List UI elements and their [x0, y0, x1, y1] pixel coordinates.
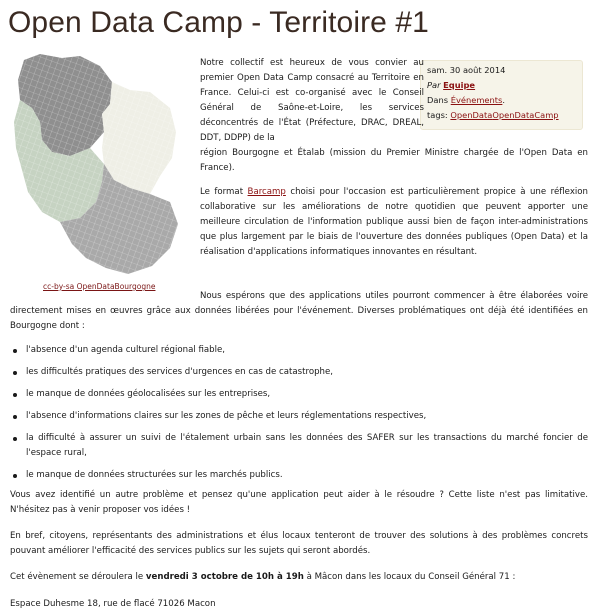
- tags-prefix: tags:: [427, 110, 448, 120]
- bourgogne-map-figure: [10, 52, 182, 278]
- intro-paragraph: Notre collectif est heureux de vous convier au premier Open Data Camp consacré au Territoire en France. Celui-ci est co-organisé avec le Conseil Général de Saône-et-Loire, les services déconcentrés de l'État (Préfecture, DRAC, DREAL, DDT, DDPP) de la: [200, 58, 424, 143]
- list-item: le manque de données géolocalisées sur les entreprises,: [10, 387, 588, 402]
- post-tags-line: [427, 108, 582, 123]
- list-item: le manque de données structurées sur les marchés publics.: [10, 468, 588, 483]
- list-item: la difficulté à assurer un suivi de l'étalement urbain sans les données des SAFER sur les transactions du marché foncier de l'espace rural,: [10, 431, 588, 461]
- format-text-start: Le format: [200, 187, 248, 197]
- post-meta-box: [420, 60, 583, 130]
- category-link[interactable]: Événements: [450, 95, 503, 105]
- tag-link-opendatacamp[interactable]: OpenDataCamp: [492, 110, 559, 120]
- category-suffix: .: [502, 95, 505, 105]
- event-text-end: à Mâcon dans les locaux du Conseil Général 71 :: [303, 572, 516, 582]
- post-date: sam. 30 août 2014: [427, 65, 506, 75]
- post-category-line: [427, 93, 582, 108]
- page-title: Open Data Camp - Territoire #1: [8, 6, 429, 39]
- other-problem-paragraph: Vous avez identifié un autre problème et pensez qu'une application peut aider à le résoudre ? Cette liste n'est pas limitative. N'hésitez pas à venir proposer vos idées !: [10, 490, 588, 515]
- post-author-line: [427, 78, 582, 93]
- tag-link-opendata[interactable]: OpenData: [450, 110, 493, 120]
- list-item: l'absence d'un agenda culturel régional fiable,: [10, 343, 588, 358]
- event-address: Espace Duhesme 18, rue de flacé 71026 Macon: [10, 599, 216, 609]
- bourgogne-map-image: [10, 52, 182, 278]
- category-prefix: Dans: [427, 95, 449, 105]
- event-datetime: vendredi 3 octobre de 10h à 19h: [145, 572, 304, 582]
- intro-paragraph-continued: région Bourgogne et Étalab (mission du Premier Ministre chargée de l'Open Data en France).: [200, 148, 588, 173]
- dept-cote-dor: [102, 82, 176, 194]
- barcamp-link[interactable]: Barcamp: [247, 187, 286, 197]
- format-text-end: choisi pour l'occasion est particulièrement propice à une réflexion collaborative sur les améliorations de notre quotidien que peuvent apporter une meilleure circulation de l'information publique aussi bien de façon inter-administrations que plus largement par le biais de l'ouverture des données publiques (Open Data) et la réalisation d'applications informatiques innovantes en résultant.: [200, 187, 588, 257]
- event-text-start: Cet évènement se déroulera le: [10, 572, 146, 582]
- applications-paragraph: Nous espérons que des applications utiles pourront commencer à être élaborées voire directement mises en œuvres grâce aux données libérées pour l'événement. Diverses problématiques ont déjà été identifiées en Bourgogne dont :: [10, 291, 588, 331]
- list-item: les difficultés pratiques des services d'urgences en cas de catastrophe,: [10, 365, 588, 380]
- author-prefix: Par: [427, 80, 441, 90]
- event-paragraph: [10, 570, 588, 585]
- summary-paragraph: En bref, citoyens, représentants des administrations et élus locaux tenteront de trouver des solutions à des problèmes concrets pouvant améliorer l'efficacité des services publics sur les sujets qui seront abordés.: [10, 531, 588, 556]
- format-paragraph: [200, 185, 588, 260]
- image-credit-link[interactable]: cc-by-sa OpenDataBourgogne: [43, 282, 156, 291]
- list-item: l'absence d'informations claires sur les zones de pêche et leurs réglementations respectives,: [10, 409, 588, 424]
- problems-list: [10, 343, 588, 490]
- author-link[interactable]: Equipe: [443, 80, 476, 90]
